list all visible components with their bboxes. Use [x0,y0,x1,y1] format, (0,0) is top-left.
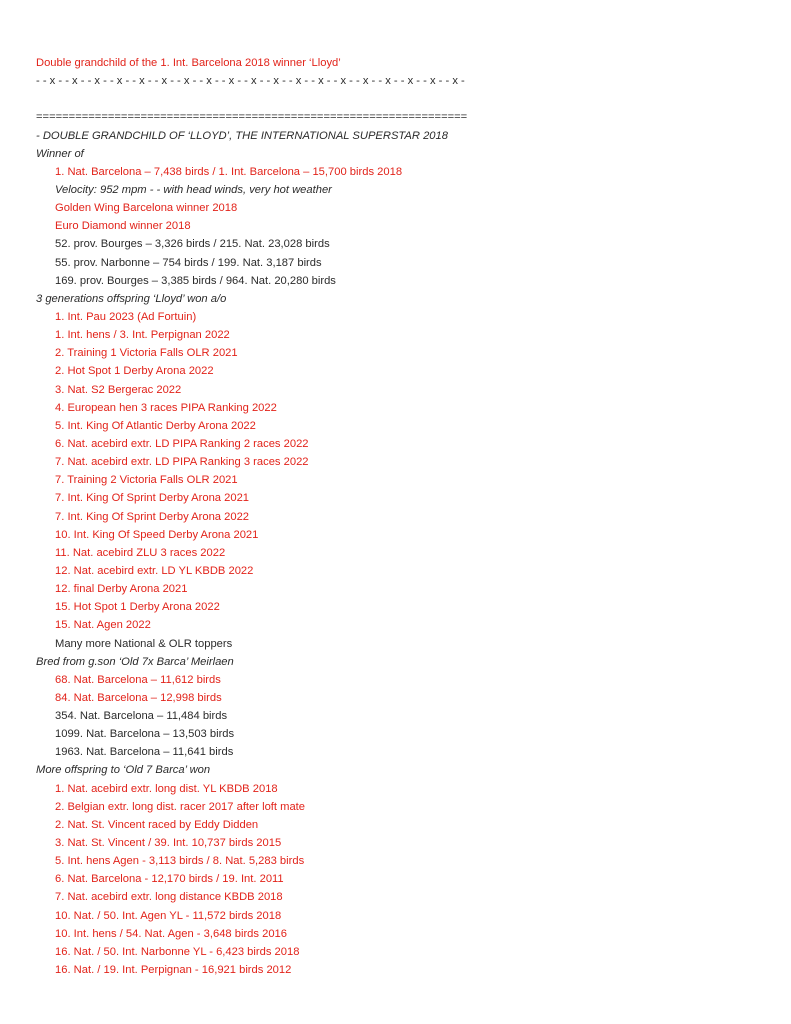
result-line: 84. Nat. Barcelona – 12,998 birds [55,691,222,704]
blank-line [36,90,756,108]
result-line: 16. Nat. / 50. Int. Narbonne YL - 6,423 birds 2018 [55,945,300,958]
result-line: 1. Int. Pau 2023 (Ad Fortuin) [55,310,197,323]
result-line: 7. Nat. acebird extr. LD PIPA Ranking 3 races 2022 [55,456,309,469]
result-line: 7. Int. King Of Sprint Derby Arona 2021 [55,492,250,505]
result-line: 1099. Nat. Barcelona – 13,503 birds [55,728,235,741]
result-line: 7. Int. King Of Sprint Derby Arona 2022 [55,510,250,523]
offspring-results-list [36,308,756,653]
more-offspring-results-list [36,780,756,980]
result-line: 354. Nat. Barcelona – 11,484 birds [55,710,228,723]
result-line: 10. Int. hens / 54. Nat. Agen - 3,648 birds 2016 [55,927,287,940]
result-line: 2. Belgian extr. long dist. racer 2017 after loft mate [55,800,305,813]
result-line: 15. Hot Spot 1 Derby Arona 2022 [55,601,220,614]
result-line: 10. Nat. / 50. Int. Agen YL - 11,572 birds 2018 [55,909,282,922]
result-line: 68. Nat. Barcelona – 11,612 birds [55,673,221,686]
offspring-label: 3 generations offspring ‘Lloyd’ won a/o [36,292,227,305]
result-line: 2. Training 1 Victoria Falls OLR 2021 [55,347,238,360]
result-line: 3. Nat. S2 Bergerac 2022 [55,383,182,396]
winner-label: Winner of [36,147,84,160]
result-line: 7. Nat. acebird extr. long distance KBDB 2018 [55,891,283,904]
result-line: 3. Nat. St. Vincent / 39. Int. 10,737 birds 2015 [55,837,282,850]
result-line: 5. Int. hens Agen - 3,113 birds / 8. Nat. 5,283 birds [55,855,305,868]
result-line: 169. prov. Bourges – 3,385 birds / 964. Nat. 20,280 birds [55,274,336,287]
winner-results-list [36,163,756,290]
dash-separator: - - x - - x - - x - - x - - x - - x - - x - - x - - x - - x - - x - - x - - x - - x - - x - - x - - x - - x - - x - [36,75,465,88]
result-line: 11. Nat. acebird ZLU 3 races 2022 [55,546,226,559]
result-line: 12. Nat. acebird extr. LD YL KBDB 2022 [55,564,254,577]
result-line: 55. prov. Narbonne – 754 birds / 199. Nat. 3,187 birds [55,256,322,269]
result-line: 10. Int. King Of Speed Derby Arona 2021 [55,528,259,541]
bred-from-results-list [36,671,756,762]
result-line: 2. Nat. St. Vincent raced by Eddy Didden [55,818,259,831]
result-line: 52. prov. Bourges – 3,326 birds / 215. Nat. 23,028 birds [55,238,330,251]
document-title: Double grandchild of the 1. Int. Barcelona 2018 winner ‘Lloyd’ [36,57,341,69]
result-line: 1. Nat. Barcelona – 7,438 birds / 1. Int. Barcelona – 15,700 birds 2018 [55,165,403,178]
result-line: Velocity: 952 mpm - - with head winds, very hot weather [55,183,332,196]
result-line: Many more National & OLR toppers [55,637,233,650]
section-heading: - DOUBLE GRANDCHILD OF ‘LLOYD’, THE INTERNATIONAL SUPERSTAR 2018 [36,129,448,142]
result-line: 4. European hen 3 races PIPA Ranking 2022 [55,401,277,414]
more-offspring-label: More offspring to ‘Old 7 Barca’ won [36,764,211,777]
result-line: 12. final Derby Arona 2021 [55,583,188,596]
result-line: 15. Nat. Agen 2022 [55,619,151,632]
result-line: 7. Training 2 Victoria Falls OLR 2021 [55,474,238,487]
result-line: 1. Nat. acebird extr. long dist. YL KBDB 2018 [55,782,278,795]
result-line: Euro Diamond winner 2018 [55,220,191,233]
result-line: 2. Hot Spot 1 Derby Arona 2022 [55,365,214,378]
result-line: 6. Nat. acebird extr. LD PIPA Ranking 2 races 2022 [55,437,309,450]
result-line: 1963. Nat. Barcelona – 11,641 birds [55,746,234,759]
result-line: Golden Wing Barcelona winner 2018 [55,202,238,215]
result-line: 5. Int. King Of Atlantic Derby Arona 2022 [55,419,256,432]
equals-separator: ================================================================== [36,111,468,124]
bred-from-label: Bred from g.son ‘Old 7x Barca’ Meirlaen [36,655,234,668]
result-line: 6. Nat. Barcelona - 12,170 birds / 19. Int. 2011 [55,873,284,886]
result-line: 1. Int. hens / 3. Int. Perpignan 2022 [55,329,230,342]
result-line: 16. Nat. / 19. Int. Perpignan - 16,921 birds 2012 [55,964,292,977]
document-body [36,54,756,979]
